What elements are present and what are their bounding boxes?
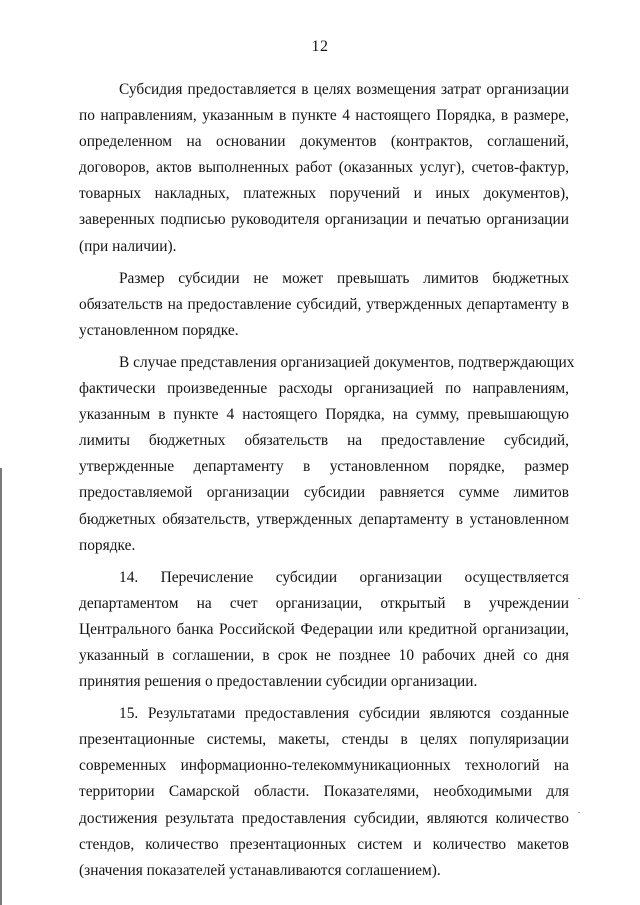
- page-number: 12: [311, 38, 329, 55]
- text-line: Центрального банка Российской Федерации или кредитной организации,: [79, 620, 569, 638]
- text-line: лимиты бюджетных обязательств на предоставление субсидий,: [79, 432, 569, 450]
- text-line: (при наличии).: [79, 237, 177, 255]
- text-line: достижения результата предоставления субсидии, являются количество: [79, 809, 569, 827]
- paragraph: [79, 77, 569, 260]
- document-body: [79, 77, 575, 890]
- text-line: фактически произведенные расходы организацией по направлениям,: [79, 380, 569, 398]
- text-line: презентационные системы, макеты, стенды в целях популяризации: [79, 731, 569, 749]
- scan-speck: [578, 598, 580, 599]
- text-line: утвержденные департаменту в установленном порядке, размер: [79, 458, 569, 476]
- text-line: принятия решения о предоставлении субсидии организации.: [79, 673, 478, 691]
- scan-edge-line: [0, 468, 2, 905]
- text-line: договоров, актов выполненных работ (оказанных услуг), счетов-фактур,: [79, 159, 569, 177]
- paragraph: [79, 701, 569, 884]
- text-line: департаментом на счет организации, открытый в учреждении: [79, 594, 569, 612]
- text-line: установленном порядке.: [79, 321, 239, 339]
- text-line: Размер субсидии не может превышать лимитов бюджетных: [119, 269, 569, 287]
- text-line: по направлениям, указанным в пункте 4 настоящего Порядка, в размере,: [79, 107, 569, 125]
- text-line: предоставляемой организации субсидии равняется сумме лимитов: [79, 484, 569, 502]
- text-line: определенном на основании документов (контрактов, соглашений,: [79, 133, 569, 151]
- text-line: бюджетных обязательств, утвержденных департаменту в установленном: [79, 510, 569, 528]
- text-line: Субсидия предоставляется в целях возмещения затрат организации: [119, 81, 569, 98]
- paragraph: [79, 266, 569, 344]
- text-line: стендов, количество презентационных систем и количество макетов: [79, 835, 569, 853]
- text-line: (значения показателей устанавливаются соглашением).: [79, 861, 441, 879]
- text-line: территории Самарской области. Показателями, необходимыми для: [79, 783, 569, 801]
- paragraph: [79, 350, 575, 559]
- text-line: обязательств на предоставление субсидий, утвержденных департаменту в: [79, 295, 569, 313]
- scan-speck: [578, 812, 580, 813]
- text-line: порядке.: [79, 536, 136, 554]
- text-line: указанным в пункте 4 настоящего Порядка, на сумму, превышающую: [79, 406, 569, 424]
- text-line: заверенных подписью руководителя организации и печатью организации: [79, 211, 569, 229]
- text-line: современных информационно-телекоммуникационных технологий на: [79, 757, 569, 775]
- text-line: указанный в соглашении, в срок не позднее 10 рабочих дней со дня: [79, 646, 569, 664]
- text-line: В случае представления организацией документов, подтверждающих: [119, 353, 575, 371]
- text-line: товарных накладных, платежных поручений и иных документов),: [79, 185, 569, 203]
- text-line: 14. Перечисление субсидии организации осуществляется: [119, 568, 569, 586]
- paragraph: [79, 565, 569, 695]
- text-line: 15. Результатами предоставления субсидии являются созданные: [119, 705, 569, 723]
